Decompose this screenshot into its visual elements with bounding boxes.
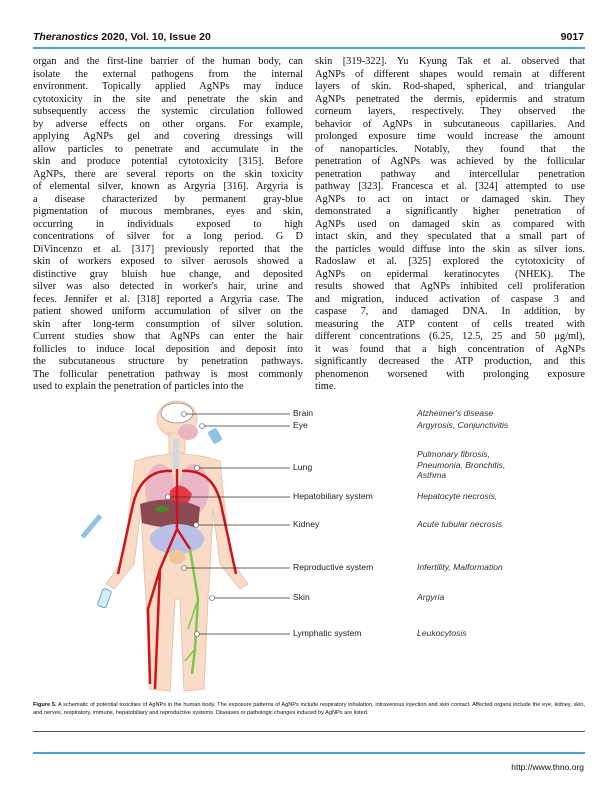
text-line: a disease characterized by permanent gray-blue [33,193,303,205]
text-line: applying AgNPs gel and covering dressings will [33,131,303,142]
text-line: measuring the ATP content of cells treated with [315,318,585,330]
text-line: behavior of AgNPs in subcutaneous capillaries. And [315,118,585,130]
text-line: time. [315,381,337,392]
text-line: patient showed uniform accumulation of silver on the [33,306,303,317]
text-line: Current studies show that AgNPs can enter the hair [33,331,303,342]
organ-label: Brain [293,408,314,418]
text-line: allow particles to penetrate and accumulate in the [33,143,303,155]
disease-label: Leukocytosis [417,628,467,638]
body-column-left [33,56,303,394]
text-line: used to explain the penetration of particles into the [33,381,244,392]
text-line: and migration, induced activation of caspase 3 and [315,293,585,305]
text-line: skin of workers exposed to silver aerosols showed a [33,256,303,267]
text-line: results showed that AgNPs inhibited cell proliferation [315,281,585,292]
text-line: subsequently access the systemic circulation followed [33,106,303,117]
liver-icon [140,500,200,529]
figure-caption [33,701,585,717]
caption-label: Figure 5. [33,702,57,708]
text-line: of nanoparticles. Notably, they found that the [315,143,585,155]
organ-label: Lung [293,462,313,472]
bandage-icon [97,588,112,608]
disease-label: Hepatocyte necrosis, [417,491,498,501]
text-line: by adverse effects on other organs. For example, [33,118,303,130]
disease-label: Argyria [417,592,445,602]
text-line: The follicular penetration pathway is most commonly [33,368,303,380]
text-line: Radoslaw et al. [325] explored the cytotoxicity of [315,256,585,267]
text-line: it was found that a high concentration of AgNPs [315,343,585,355]
text-line: intact skin, and they speculated that a small part of [315,231,585,242]
disease-label: Infertility, Malformation [417,562,503,572]
text-line: distinctive gray bluish hue change, and deposited [33,268,303,280]
text-line: concentrations of silver for a long period. G D [33,231,303,242]
organ-label: Skin [293,592,310,602]
text-line: cytotoxicity in the site and penetrate the skin and [33,93,303,105]
disease-label: Pulmonary fibrosis, Pneumonia, Bronchitis, Asthma [417,449,506,480]
text-line: penetration of AgNPs was achieved by the follicular [315,156,585,167]
journal-name: Theranostics [33,31,99,43]
text-line: the subcutaneous structure by penetration pathways. [33,356,303,367]
text-line: skin after long-term consumption of silver solution. [33,318,303,330]
gallbladder-icon [155,506,169,512]
text-line: feces. Jennifer et al. [318] reported a Argyria case. The [33,293,303,305]
issue-info: 2020, Vol. 10, Issue 20 [101,31,211,43]
text-line: silver was also detected in worker's hair, urine and [33,281,303,292]
text-line: pathway [323]. Francesca et al. [324] attempted to use [315,181,585,192]
text-line: organ and the first-line barrier of the human body, can [33,56,303,67]
organ-label: Kidney [293,519,320,529]
figure-5 [80,399,590,699]
text-line: DiVincenzo et al. [317] previously reported that the [33,243,303,255]
caption-text: A schematic of potential toxicities of AgNPs in the human body. The exposure patterns of AgNPs include respiratory inhalation, intravenous injection and skin contact. Affected organs include the eye, kidney, skin, and nerves, respiratory, immune, hepatobiliary and reproductive systems. Diseases or pathologic changes induced by AgNPs are listed. [33,702,585,717]
text-line: AgNPs on epidermal keratinocytes (NHEK). The [315,268,585,280]
human-body-diagram [80,399,590,699]
caption-rule [33,731,585,732]
header-rule [33,47,585,49]
organ-label: Lymphatic system [293,628,362,638]
disease-label: Acute tubular necrosis [417,519,503,529]
journal-url[interactable]: http://www.thno.org [511,762,584,772]
text-line: penetration pathway and intercellular penetration [315,168,585,180]
body-column-right [315,56,585,394]
text-line: significantly decreased the ATP production, and this [315,356,585,367]
text-line: environment. Topically applied AgNPs may induce [33,81,303,92]
text-line: skin [319-322]. Yu Kyung Tak et al. observed that [315,56,585,67]
page-number: 9017 [560,31,584,43]
text-line: skin and produce potential cytotoxicity [315]. Before [33,156,303,167]
text-line: AgNPs to act on intact or damaged skin. They [315,193,585,205]
text-line: AgNPs of different shapes would remain at different [315,68,585,80]
text-line: demonstrated a significantly higher penetration of [315,206,585,217]
spray-icon [207,427,223,444]
text-line: the particles would diffuse into the skin as silver ions. [315,243,585,255]
organ-label: Hepatobiliary system [293,491,373,501]
text-line: caspase 7, and damaged DNA. In addition, by [315,306,585,317]
running-header [33,31,211,43]
disease-label: Argyrosis, Conjunctivitis [417,420,509,430]
text-line: corneum layers, respectively. They observed the [315,106,585,117]
text-line: follicles to induce local deposition and deposit into [33,343,303,355]
text-line: prolonged exposure time would increase the amount [315,131,585,142]
text-line: AgNPs penetrated the dermis, epidermis and stratum [315,93,585,105]
bladder-icon [169,550,185,564]
trachea [173,439,179,469]
disease-label: Alzheimer's disease [417,408,494,418]
text-line: AgNPs used on damaged skin as compared with [315,218,585,230]
organ-label: Reproductive system [293,562,374,572]
text-line: of elemental silver, known as Argyria [316]. Argyria is [33,181,303,192]
organ-label: Eye [293,420,308,430]
text-line: pigmentation of mucous membranes, eyes and skin, [33,206,303,217]
text-line: layers of skin. Rod-shaped, spherical, and triangular [315,81,585,92]
text-line: occurring in individuals exposed to high [33,218,303,230]
syringe-icon [80,514,102,539]
mouth-cavity [178,424,198,440]
footer-rule [33,752,585,754]
text-line: AgNPs, there are several reports on the skin toxicity [33,168,303,180]
text-line: isolate the external pathogens from the internal [33,68,303,80]
brain-icon [161,403,193,423]
text-line: different concentrations (6.25, 12.5, 25 and 50 μg/ml), [315,331,585,342]
text-line: phenomenon worsened with prolonging exposure [315,368,585,380]
